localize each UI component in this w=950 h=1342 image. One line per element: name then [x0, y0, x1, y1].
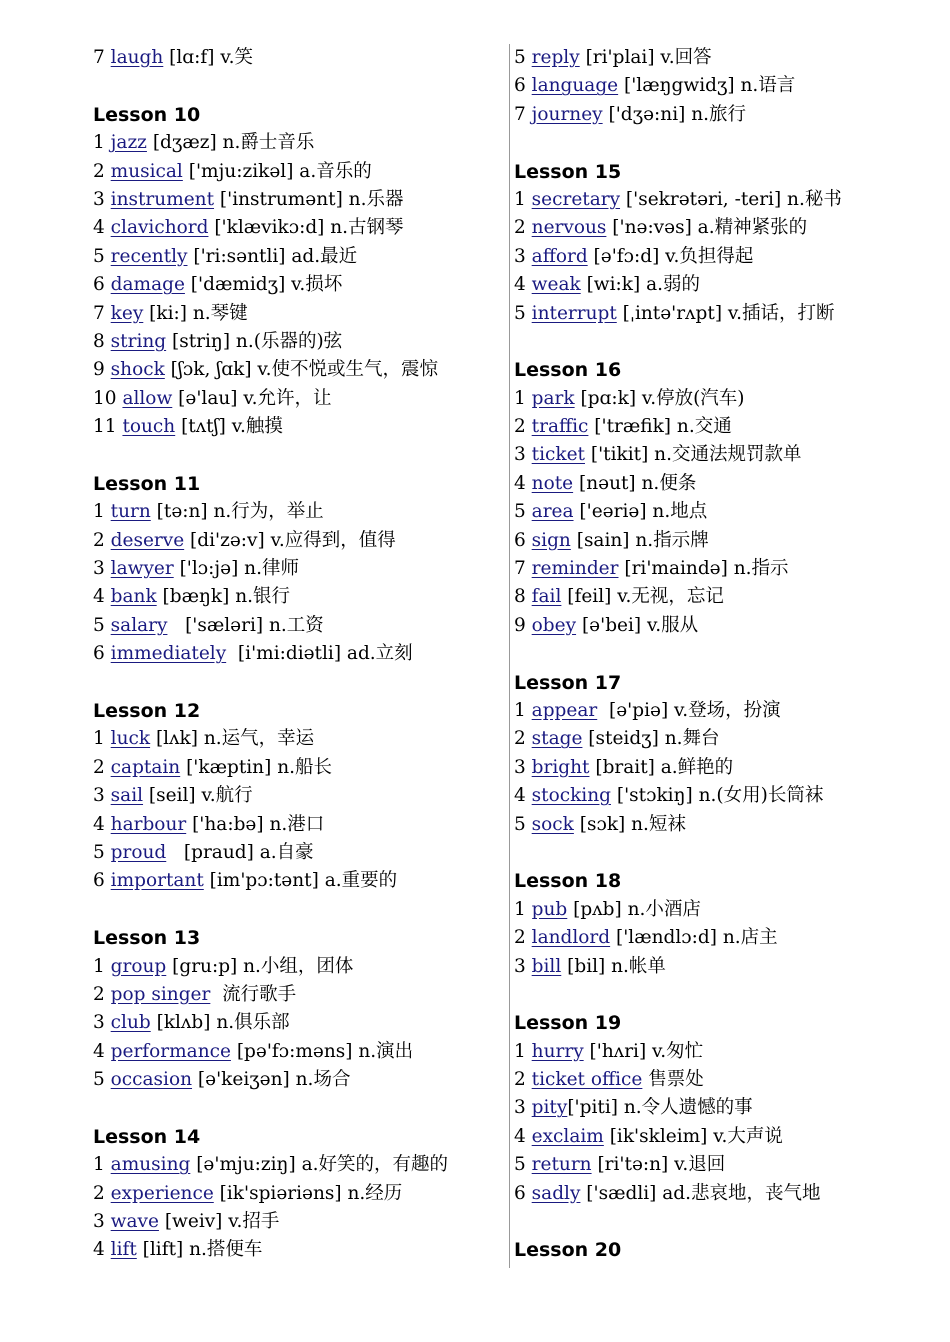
entry-number: 2	[93, 983, 105, 1005]
vocab-word-link[interactable]: key	[110, 302, 144, 324]
vocab-entry	[514, 413, 934, 441]
vocab-word-link[interactable]: traffic	[531, 416, 589, 438]
vocab-word-link[interactable]: touch	[122, 416, 176, 438]
vocab-word-link[interactable]: harbour	[110, 813, 187, 835]
entry-definition: ['sekrətəri, -teri] n.秘书	[620, 188, 842, 210]
vocab-entry	[514, 896, 934, 924]
vocab-entry	[514, 1094, 934, 1122]
vocab-word-link[interactable]: performance	[110, 1040, 231, 1062]
entry-number: 6	[93, 274, 105, 296]
entry-definition: ['instrumənt] n.乐器	[214, 188, 404, 210]
entry-number: 3	[514, 955, 526, 977]
entry-number: 7	[514, 103, 526, 125]
vocab-word-link[interactable]: bill	[531, 955, 562, 977]
vocab-word-link[interactable]: appear	[531, 699, 598, 721]
entry-definition: ['lændlɔ:d] n.店主	[610, 927, 778, 949]
vocab-entry	[514, 1151, 934, 1179]
entry-definition: ['sædli] ad.悲哀地，丧气地	[580, 1182, 821, 1204]
entry-definition: ['dʒə:ni] n.旅行	[602, 103, 747, 125]
entry-number: 6	[93, 870, 105, 892]
vocab-word-link[interactable]: area	[531, 501, 574, 523]
vocab-word-link[interactable]: hurry	[531, 1040, 584, 1062]
vocab-word-link[interactable]: damage	[110, 274, 185, 296]
entry-number: 2	[514, 1069, 526, 1091]
spacer	[93, 1094, 503, 1122]
vocab-entry	[514, 101, 934, 129]
entry-definition: [pɑ:k] v.停放(汽车)	[574, 387, 745, 409]
entry-number: 3	[514, 245, 526, 267]
entry-number: 1	[514, 188, 526, 210]
entry-definition: [ə'bei] v.服从	[576, 614, 699, 636]
entry-definition: [ˌintə'rʌpt] v.插话，打断	[616, 302, 835, 324]
entry-definition: [ə'keiʒən] n.场合	[192, 1069, 351, 1091]
vocab-word-link[interactable]: park	[531, 387, 575, 409]
entry-definition: [striŋ] n.(乐器的)弦	[166, 330, 343, 352]
vocab-word-link[interactable]: string	[110, 330, 167, 352]
spacer	[93, 669, 503, 697]
entry-definition: [weiv] v.招手	[158, 1211, 280, 1233]
entry-number: 2	[93, 529, 105, 551]
entry-definition: ['ri:səntli] ad.最近	[187, 245, 358, 267]
vocab-entry	[93, 214, 503, 242]
vocab-entry	[93, 498, 503, 526]
entry-number: 4	[514, 785, 526, 807]
entry-number: 5	[93, 1069, 105, 1091]
entry-definition: [im'pɔ:tənt] a.重要的	[203, 870, 398, 892]
vocab-entry	[514, 441, 934, 469]
spacer	[514, 328, 934, 356]
vocab-word-link[interactable]: ticket office	[531, 1069, 643, 1091]
spacer	[93, 441, 503, 469]
vocab-word-link[interactable]: obey	[531, 614, 577, 636]
vocab-word-link[interactable]: experience	[110, 1182, 214, 1204]
entry-definition: [tə:n] n.行为，举止	[150, 501, 324, 523]
vocab-entry	[93, 1038, 503, 1066]
entry-definition: [dʒæz] n.爵士音乐	[146, 132, 315, 154]
vocab-entry	[93, 158, 503, 186]
lesson-heading: Lesson 19	[514, 1012, 622, 1035]
vocab-word-link[interactable]: nervous	[531, 217, 607, 239]
entry-number: 10	[93, 387, 117, 409]
vocab-entry	[93, 44, 503, 72]
entry-number: 4	[93, 813, 105, 835]
entry-definition: ['mju:zikəl] a.音乐的	[182, 160, 372, 182]
entry-number: 1	[514, 387, 526, 409]
vocab-word-link[interactable]: important	[110, 870, 204, 892]
entry-definition: [steidʒ] n.舞台	[582, 728, 720, 750]
vocab-entry	[514, 243, 934, 271]
vocab-word-link[interactable]: deserve	[110, 529, 185, 551]
vocab-word-link[interactable]: pop singer	[110, 983, 211, 1005]
left-column	[93, 44, 503, 1265]
entry-definition: [sɔk] n.短袜	[573, 813, 686, 835]
vocab-entry	[93, 413, 503, 441]
vocab-word-link[interactable]: immediately	[110, 643, 227, 665]
entry-number: 9	[514, 614, 526, 636]
entry-definition: [pʌb] n.小酒店	[567, 898, 701, 920]
vocab-entry	[514, 782, 934, 810]
entry-definition: [bæŋk] n.银行	[156, 586, 291, 608]
lesson-heading: Lesson 18	[514, 870, 622, 893]
vocab-entry	[514, 811, 934, 839]
entry-number: 1	[93, 955, 105, 977]
vocab-entry	[93, 356, 503, 384]
lesson-heading: Lesson 13	[93, 927, 201, 950]
vocab-word-link[interactable]: lawyer	[110, 558, 174, 580]
vocab-entry	[93, 754, 503, 782]
entry-number: 11	[93, 416, 117, 438]
entry-number: 5	[514, 1154, 526, 1176]
entry-number: 6	[514, 1182, 526, 1204]
entry-definition: [ə'lau] v.允许，让	[172, 387, 332, 409]
entry-definition: [sain] n.指示牌	[570, 529, 709, 551]
entry-definition: ['kæptin] n.船长	[180, 756, 332, 778]
lesson-heading: Lesson 15	[514, 160, 622, 183]
vocab-entry	[93, 300, 503, 328]
entry-definition: 售票处	[642, 1069, 704, 1091]
entry-number: 6	[93, 643, 105, 665]
vocab-entry	[93, 839, 503, 867]
vocab-entry	[514, 214, 934, 242]
vocab-entry	[514, 953, 934, 981]
vocab-entry	[514, 44, 934, 72]
entry-definition: [brait] a.鲜艳的	[589, 756, 734, 778]
entry-number: 5	[93, 614, 105, 636]
entry-number: 5	[514, 501, 526, 523]
entry-definition: [lʌk] n.运气，幸运	[150, 728, 315, 750]
entry-definition: [ə'piə] v.登场，扮演	[597, 699, 781, 721]
entry-number: 2	[93, 160, 105, 182]
vocab-word-link[interactable]: sign	[531, 529, 571, 551]
entry-number: 5	[514, 302, 526, 324]
vocab-entry	[93, 1180, 503, 1208]
vocab-entry	[514, 725, 934, 753]
vocab-entry	[93, 1151, 503, 1179]
vocab-entry	[93, 1009, 503, 1037]
entry-number: 3	[93, 558, 105, 580]
spacer	[93, 896, 503, 924]
vocab-word-link[interactable]: allow	[122, 387, 173, 409]
vocab-word-link[interactable]: reminder	[531, 558, 619, 580]
vocab-word-link[interactable]: instrument	[110, 188, 215, 210]
lesson-heading: Lesson 14	[93, 1125, 201, 1148]
vocab-word-link[interactable]: sadly	[531, 1182, 581, 1204]
entry-definition: [seil] v.航行	[143, 785, 253, 807]
vocab-entry	[93, 953, 503, 981]
entry-number: 3	[514, 756, 526, 778]
entry-number: 7	[514, 558, 526, 580]
entry-definition: [klʌb] n.俱乐部	[150, 1012, 290, 1034]
entry-definition: [tʌtʃ] v.触摸	[175, 416, 283, 438]
vocab-entry	[514, 754, 934, 782]
vocab-word-link[interactable]: weak	[531, 274, 581, 296]
entry-definition: ['læŋgwidʒ] n.语言	[618, 75, 796, 97]
vocab-word-link[interactable]: reply	[531, 47, 580, 68]
spacer	[514, 640, 934, 668]
entry-definition: ['lɔ:jə] n.律师	[173, 558, 299, 580]
vocab-word-link[interactable]: jazz	[110, 132, 147, 154]
vocab-word-link[interactable]: turn	[110, 501, 151, 523]
entry-definition: ['nə:vəs] a.精神紧张的	[606, 217, 808, 239]
entry-definition: ['dæmidʒ] v.损坏	[184, 274, 343, 296]
entry-number: 8	[514, 586, 526, 608]
entry-definition: [gru:p] n.小组，团体	[166, 955, 354, 977]
vocab-word-link[interactable]: shock	[110, 359, 165, 381]
vocab-word-link[interactable]: clavichord	[110, 217, 209, 239]
vocab-entry	[514, 470, 934, 498]
entry-definition: [ə'mju:ziŋ] a.好笑的，有趣的	[190, 1154, 448, 1176]
vocab-entry	[93, 782, 503, 810]
vocab-word-link[interactable]: occasion	[110, 1069, 193, 1091]
vocab-entry	[514, 697, 934, 725]
vocab-word-link[interactable]: pity	[531, 1097, 568, 1119]
entry-number: 9	[93, 359, 105, 381]
entry-number: 3	[93, 785, 105, 807]
entry-number: 4	[93, 1040, 105, 1062]
entry-number: 4	[514, 472, 526, 494]
lesson-heading: Lesson 10	[93, 103, 201, 126]
vocab-entry	[514, 1180, 934, 1208]
vocab-word-link[interactable]: fail	[531, 586, 562, 608]
vocab-word-link[interactable]: proud	[110, 841, 167, 863]
entry-definition: [bil] n.帐单	[561, 955, 666, 977]
entry-number: 3	[93, 1012, 105, 1034]
entry-number: 5	[93, 245, 105, 267]
entry-number: 4	[514, 1125, 526, 1147]
entry-definition: [wi:k] a.弱的	[580, 274, 701, 296]
vocab-word-link[interactable]: journey	[531, 103, 603, 125]
entry-definition: [ə'fɔ:d] v.负担得起	[587, 245, 754, 267]
vocab-word-link[interactable]: ticket	[531, 444, 585, 466]
vocab-entry	[514, 72, 934, 100]
entry-number: 2	[514, 217, 526, 239]
vocab-entry	[93, 328, 503, 356]
entry-number: 3	[93, 188, 105, 210]
entry-definition: [ri'plai] v.回答	[579, 47, 712, 68]
vocab-word-link[interactable]: club	[110, 1012, 151, 1034]
entry-number: 1	[514, 1040, 526, 1062]
vocab-word-link[interactable]: musical	[110, 160, 183, 182]
entry-number: 3	[93, 1211, 105, 1233]
entry-definition: ['hʌri] v.匆忙	[583, 1040, 704, 1062]
entry-number: 1	[514, 699, 526, 721]
vocab-entry	[514, 498, 934, 526]
vocab-entry	[514, 924, 934, 952]
vocab-word-link[interactable]: landlord	[531, 927, 611, 949]
entry-number: 4	[93, 1239, 105, 1261]
entry-definition: [nəut] n.便条	[573, 472, 697, 494]
entry-number: 6	[514, 75, 526, 97]
entry-number: 4	[93, 217, 105, 239]
vocab-entry	[514, 186, 934, 214]
vocab-entry	[93, 385, 503, 413]
entry-number: 7	[93, 302, 105, 324]
vocab-word-link[interactable]: bright	[531, 756, 590, 778]
entry-number: 1	[514, 898, 526, 920]
entry-number: 2	[93, 1182, 105, 1204]
vocab-entry	[514, 583, 934, 611]
entry-number: 2	[514, 728, 526, 750]
vocab-word-link[interactable]: interrupt	[531, 302, 617, 324]
vocab-entry	[514, 300, 934, 328]
spacer	[514, 129, 934, 157]
vocab-entry	[93, 555, 503, 583]
spacer	[514, 839, 934, 867]
vocab-entry	[93, 1208, 503, 1236]
vocab-word-link[interactable]: language	[531, 75, 619, 97]
entry-number: 2	[514, 927, 526, 949]
entry-number: 4	[93, 586, 105, 608]
lesson-heading: Lesson 11	[93, 472, 201, 495]
vocab-word-link[interactable]: return	[531, 1154, 592, 1176]
vocab-word-link[interactable]: sail	[110, 785, 144, 807]
vocab-entry	[93, 527, 503, 555]
entry-definition: [lɑ:f] v.笑	[163, 47, 253, 68]
vocab-word-link[interactable]: recently	[110, 245, 188, 267]
entry-definition: [ri'maində] n.指示	[618, 558, 789, 580]
vocab-entry	[93, 243, 503, 271]
entry-definition: ['sæləri] n.工资	[167, 614, 324, 636]
entry-definition: [pə'fɔ:məns] n.演出	[230, 1040, 414, 1062]
entry-number: 7	[93, 47, 105, 68]
entry-number: 3	[514, 1097, 526, 1119]
vocab-word-link[interactable]: bank	[110, 586, 157, 608]
vocab-word-link[interactable]: wave	[110, 1211, 159, 1233]
right-column	[514, 44, 934, 1265]
vocab-word-link[interactable]: stocking	[531, 785, 611, 807]
entry-definition: [feil] v.无视，忘记	[561, 586, 724, 608]
entry-number: 5	[514, 813, 526, 835]
vocab-entry	[93, 811, 503, 839]
entry-number: 1	[93, 728, 105, 750]
vocab-entry	[93, 1066, 503, 1094]
lesson-heading: Lesson 12	[93, 699, 201, 722]
vocab-entry	[514, 385, 934, 413]
entry-definition: ['piti] n.令人遗憾的事	[567, 1097, 753, 1119]
spacer	[93, 72, 503, 100]
vocab-word-link[interactable]: laugh	[110, 47, 164, 68]
vocab-entry	[93, 640, 503, 668]
vocab-word-link[interactable]: amusing	[110, 1154, 191, 1176]
column-divider	[509, 44, 510, 1268]
vocab-word-link[interactable]: secretary	[531, 188, 621, 210]
vocab-entry	[514, 527, 934, 555]
vocab-entry	[514, 271, 934, 299]
entry-number: 8	[93, 330, 105, 352]
vocab-word-link[interactable]: lift	[110, 1239, 137, 1261]
vocab-word-link[interactable]: pub	[531, 898, 568, 920]
spacer	[514, 1208, 934, 1236]
entry-number: 1	[93, 1154, 105, 1176]
entry-number: 3	[514, 444, 526, 466]
vocab-word-link[interactable]: stage	[531, 728, 583, 750]
entry-definition: [praud] a.自豪	[166, 841, 314, 863]
entry-definition: ['klævikɔ:d] n.古钢琴	[208, 217, 404, 239]
entry-definition: [i'mi:diətli] ad.立刻	[226, 643, 413, 665]
entry-number: 2	[93, 756, 105, 778]
entry-number: 1	[93, 132, 105, 154]
entry-definition: ['stɔkiŋ] n.(女用)长筒袜	[610, 785, 824, 807]
vocab-entry	[93, 271, 503, 299]
entry-definition: ['tikit] n.交通法规罚款单	[584, 444, 802, 466]
vocab-entry	[93, 612, 503, 640]
entry-definition: [ki:] n.琴键	[143, 302, 248, 324]
entry-number: 1	[93, 501, 105, 523]
vocab-entry	[514, 1066, 934, 1094]
entry-number: 5	[514, 47, 526, 68]
entry-definition: [ʃɔk, ʃɑk] v.使不悦或生气，震惊	[164, 359, 439, 381]
vocab-entry	[514, 612, 934, 640]
entry-number: 6	[514, 529, 526, 551]
vocab-entry	[93, 725, 503, 753]
vocab-entry	[93, 129, 503, 157]
entry-definition: 流行歌手	[210, 983, 297, 1005]
vocab-word-link[interactable]: note	[531, 472, 574, 494]
vocab-word-link[interactable]: luck	[110, 728, 151, 750]
entry-number: 2	[514, 416, 526, 438]
vocab-word-link[interactable]: group	[110, 955, 167, 977]
vocab-entry	[93, 583, 503, 611]
entry-number: 4	[514, 274, 526, 296]
vocab-entry	[514, 555, 934, 583]
entry-definition: ['eəriə] n.地点	[573, 501, 708, 523]
entry-number: 5	[93, 841, 105, 863]
vocab-word-link[interactable]: exclaim	[531, 1125, 604, 1147]
entry-definition: ['ha:bə] n.港口	[186, 813, 325, 835]
lesson-heading: Lesson 16	[514, 359, 622, 382]
entry-definition: [di'zə:v] v.应得到，值得	[184, 529, 396, 551]
vocab-word-link[interactable]: afford	[531, 245, 588, 267]
vocab-entry	[93, 186, 503, 214]
vocab-entry	[514, 1038, 934, 1066]
vocab-entry	[93, 867, 503, 895]
vocab-word-link[interactable]: sock	[531, 813, 574, 835]
entry-definition: [ik'skleim] v.大声说	[603, 1125, 783, 1147]
vocab-entry	[93, 981, 503, 1009]
lesson-heading: Lesson 20	[514, 1239, 622, 1262]
lesson-heading: Lesson 17	[514, 671, 622, 694]
entry-definition: [lift] n.搭便车	[136, 1239, 263, 1261]
vocab-entry	[93, 1236, 503, 1264]
vocab-word-link[interactable]: salary	[110, 614, 168, 636]
entry-definition: [ri'tə:n] v.退回	[591, 1154, 726, 1176]
entry-definition: [ik'spiəriəns] n.经历	[213, 1182, 403, 1204]
vocab-word-link[interactable]: captain	[110, 756, 181, 778]
vocab-entry	[514, 1123, 934, 1151]
entry-definition: ['træfik] n.交通	[588, 416, 732, 438]
spacer	[514, 981, 934, 1009]
